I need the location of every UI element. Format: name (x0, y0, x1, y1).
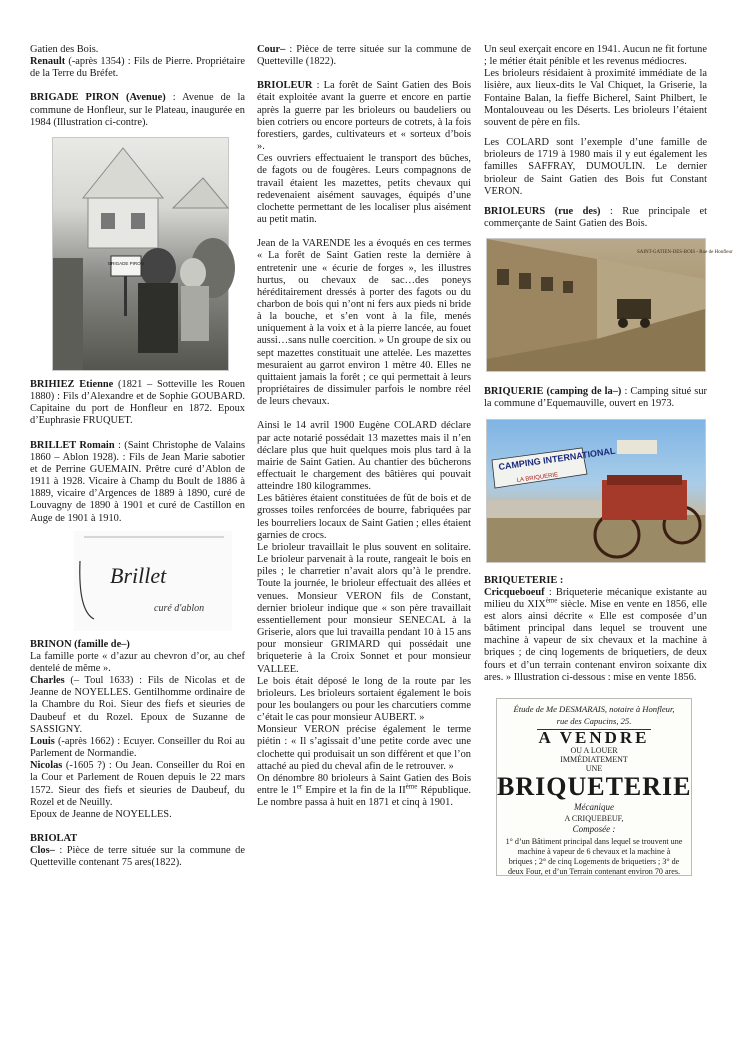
entry-brioleurs-rue: BRIOLEURS (rue des) : Rue principale et commerçante de Saint Gatien des Bois. (484, 205, 707, 230)
column-1 (30, 44, 245, 869)
poster-line: Composée : (572, 823, 616, 834)
paragraph: Ces ouvriers effectuaient le transport des bûches, de fagots ou de fougères. Leurs compagnons de travail étaient les mazettes, petits chevaux qui redevenaient aisément sauvages, équipés d’une clochette permettant de les localiser plus aisément au petit matin. (257, 153, 471, 226)
paragraph: Un seul exerçait encore en 1941. Aucun ne fit fortune ; le métier était pénible et les revenus médiocres. (484, 44, 707, 68)
photo-brigade-piron (52, 137, 229, 371)
photo-camping-briquerie (486, 419, 706, 563)
poster-line: IMMÉDIATEMENT (560, 755, 628, 765)
entry-clos: Clos– : Pièce de terre située sur la commune de Quetteville contenant 75 ares(1822). (30, 845, 245, 869)
paragraph: Les bâtières étaient constituées de fût de bois et de grosses toiles renforcées de bourre, fabriquées par les bourreliers locaux de Saint Gatien ; elles étaient garnies de crocs. (257, 493, 471, 541)
postcard-graphic (487, 239, 733, 371)
poster-line: Étude de Me DESMARAIS, notaire à Honfleur, (513, 703, 675, 714)
entry-nicolas: Nicolas (-1605 ?) : Ou Jean. Conseiller du Roi en la Cour et Parlement de Rouen depuis le 22 mars 1572. Sieur des fiefs et sieuries de Daubeuf, du Rozel et de Neuilly. (30, 760, 245, 808)
poster-line: rue des Capucins, 25. (556, 716, 632, 727)
photo-brigade-piron-graphic (53, 138, 228, 370)
signature-subtitle: curé d'ablon (154, 602, 205, 614)
paragraph: Monsieur VERON précise également le terme piétin : « Il s’agissait d’une petite corde avec une clochette qui produisait un son différent et que l’on attaché au pied du cheval afin de le retrouver. » (257, 724, 471, 772)
paragraph: Epoux de Jeanne de NOYELLES. (30, 808, 172, 820)
column-3 (484, 44, 733, 876)
paragraph: Gatien des Bois. (30, 44, 99, 55)
entry-cour: Cour– : Pièce de terre située sur la commune de Quetteville (1822). (257, 44, 471, 68)
sign-text: BRIGADE PIRON (108, 260, 144, 266)
paragraph: Jean de la VARENDE les a évoqués en ces termes « La forêt de Saint Gatien reste la dernière à entretenir une « écurie de forges », les illustres hurtus, ou chevaux de sac…des poneys héréditairement dressés à porter des fagots ou du charbon de bois qui n’ont ni fers aux pieds ni bride à la bouche, et s’en vont à la file, menés uniquement à la voix et à la pierre lancée, au fouet aussi…sans nulle coercition. » Un groupe de six ou sept mazettes constituait une attelée. Les mazettes mesuraient au garrot environ 1 mètre 40. Elles ne quittaient jamais la forêt ; ce qui permettait à leurs propriétaires de dissimuler parfois le nombre réel de leurs chevaux. (257, 238, 471, 408)
entry-brigade-piron: BRIGADE PIRON (Avenue) : Avenue de la commune de Honfleur, sur le Plateau, inaugurée en 1984 (Illustration ci-contre). (30, 92, 245, 128)
sale-poster-1856 (496, 698, 692, 876)
entry-brihiez: BRIHIEZ Etienne (1821 – Sotteville les Rouen 1880) : Fils d’Alexandre et de Sophie GOUBARD. Capitaine du port de Honfleur en 1872. Epoux d’Euphrasie FRUQUET. (30, 378, 245, 427)
entry-briolat: BRIOLAT (30, 833, 78, 844)
poster-description: 1° d’un Bâtiment principal dans lequel se trouvent une machine à vapeur de 6 chevaux et la machine à briques ; 2° de cinq Logements de briquetiers ; 3° de deux Four, et d’un Terrain contenant environ 70 ares. (505, 836, 683, 876)
paragraph: La famille porte « d’azur au chevron d’or, au chef dentelé de même ». (30, 650, 245, 674)
entry-cricqueboeuf: Cricqueboeuf : Briqueterie mécanique existante au milieu du XIXème siècle. Mise en vente en 1856, elle est alors ainsi décrite « Elle est composée d’un bâtiment principal dans lequel se trouvent une machine à vapeur de six chevaux et la machine à briques ; de cinq logements de briquetiers, de deux fours et d’un terrain contenant environ soixante dix ares. » Illustration ci-dessous : mise en vente 1856. (484, 586, 707, 683)
camping-sign-subtext: LA BRIQUERIE (516, 471, 559, 484)
entry-briquerie: BRIQUERIE (camping de la–) : Camping situé sur la commune d’Equemauville, ouvert en 1973. (484, 386, 707, 410)
signature-name: Brillet (110, 562, 167, 588)
postcard-caption: SAINT-GATIEN-DES-BOIS - Rue de Honfleur (637, 250, 733, 256)
paragraph: Les COLARD sont l’exemple d’une famille de brioleurs de 1719 à 1980 mais il y eut également les familles SAFFRAY, DUMOULIN. Le dernier brioleur de Saint Gatien des Bois fut Constant VERON. (484, 137, 707, 197)
camping-graphic (487, 420, 705, 562)
camping-sign-text: CAMPING INTERNATIONAL (497, 445, 616, 472)
poster-line: Mécanique (574, 802, 614, 813)
poster-line: UNE (585, 764, 603, 774)
paragraph: Ainsi le 14 avril 1900 Eugène COLARD déclare par acte notarié possédait 13 mazettes mais il n’en déclare plus que huit quelques mois plus tard à la mairie de Saint Gatien. Au chantier des bûcherons effectuait le chargement des bâtières qui pouvait atteindre 180 kilogrammes. (257, 420, 471, 493)
signature-brillet (74, 531, 232, 631)
entry-louis: Louis (-après 1662) : Ecuyer. Conseiller du Roi au Parlement de Normandie. (30, 735, 245, 760)
signature-graphic (74, 531, 232, 631)
postcard-saint-gatien (486, 238, 733, 372)
paragraph: Les brioleurs résidaient à proximité immédiate de la lisière, aux lieux-dits le Val Chiquet, la Griserie, la Fontaine Balan, la fieffe Bicherel, Saint Philbert, le Montalouveau ou les Déserts. Les brioleurs l’étaient souvent de père en fils. (484, 68, 707, 128)
paragraph: Le brioleur travaillait le plus souvent en solitaire. Le brioleur parvenait à la route, rangeait le bois en piles ; le charretier n’avait alors qu’à le prendre. Toute la journée, le brioleur effectuait des allées et venues. Monsieur VERON fils de Constant, dernier brioleur indique que « son père travaillait essentiellement pour monsieur SENECAL à la Griserie, alors que lui travailla pendant 10 à 15 ans pour monsieur GRIMARD qui possédait une briqueterie à la Croix Sonnet et pour monsieur VALLEE. (257, 541, 471, 675)
paragraph: On dénombre 80 brioleurs à Saint Gatien des Bois entre le 1er Empire et la fin de la IIème République. Le nombre passa à huit en 1871 et cinq à 1901. (257, 772, 471, 809)
column-2 (257, 44, 471, 809)
entry-brioleur: BRIOLEUR : La forêt de Saint Gatien des Bois était exploitée avant la guerre et encore en partie après la guerre par les brioleurs ou baudeliers ou bien cotriers ou encore porteurs de cotrets, à la fois forestiers, gardes, cultivateurs et « sorteux d’bois ». (257, 80, 471, 153)
entry-briqueterie: BRIQUETERIE : (484, 574, 564, 586)
poster-headline: BRIQUETERIE (497, 772, 692, 802)
paragraph: Le bois était déposé le long de la route par les brioleurs. Les brioleurs sortaient également le bois pour les boulangers ou pour les charcutiers comme c’était le cas pour monsieur AUBERT. » (257, 675, 471, 724)
poster-line: OU A LOUER (570, 746, 618, 756)
poster-line: A CRIQUEBEUF, (564, 813, 624, 823)
entry-brillet: BRILLET Romain : (Saint Christophe de Valains 1860 – Ablon 1928). : Fils de Jean Marie sabotier et de Perrine GUEMAIN. Prêtre curé d’Ablon de 1911 à 1928. Vicaire à Champ du Boult de 1886 à 1889, vicaire d’Argences de 1889 à 1890, curé de Louvagny de 1890 à 1901 et curé de Castillon en Auge de 1901 à 1910. (30, 439, 245, 524)
entry-brinon: BRINON (famille de–) (30, 638, 130, 650)
entry-charles: Charles (– Toul 1633) : Fils de Nicolas et de Jeanne de NOYELLES. Gentilhomme ordinaire de la Chambre du Roi. Sieur des fiefs et sieuries de Daubeuf et du Rozel. Epoux de Suzanne de SASSIGNY. (30, 675, 245, 735)
poster-title: A VENDRE (538, 728, 650, 748)
entry-renault: Renault (-après 1354) : Fils de Pierre. Propriétaire de la Terre du Bréfet. (30, 56, 245, 80)
